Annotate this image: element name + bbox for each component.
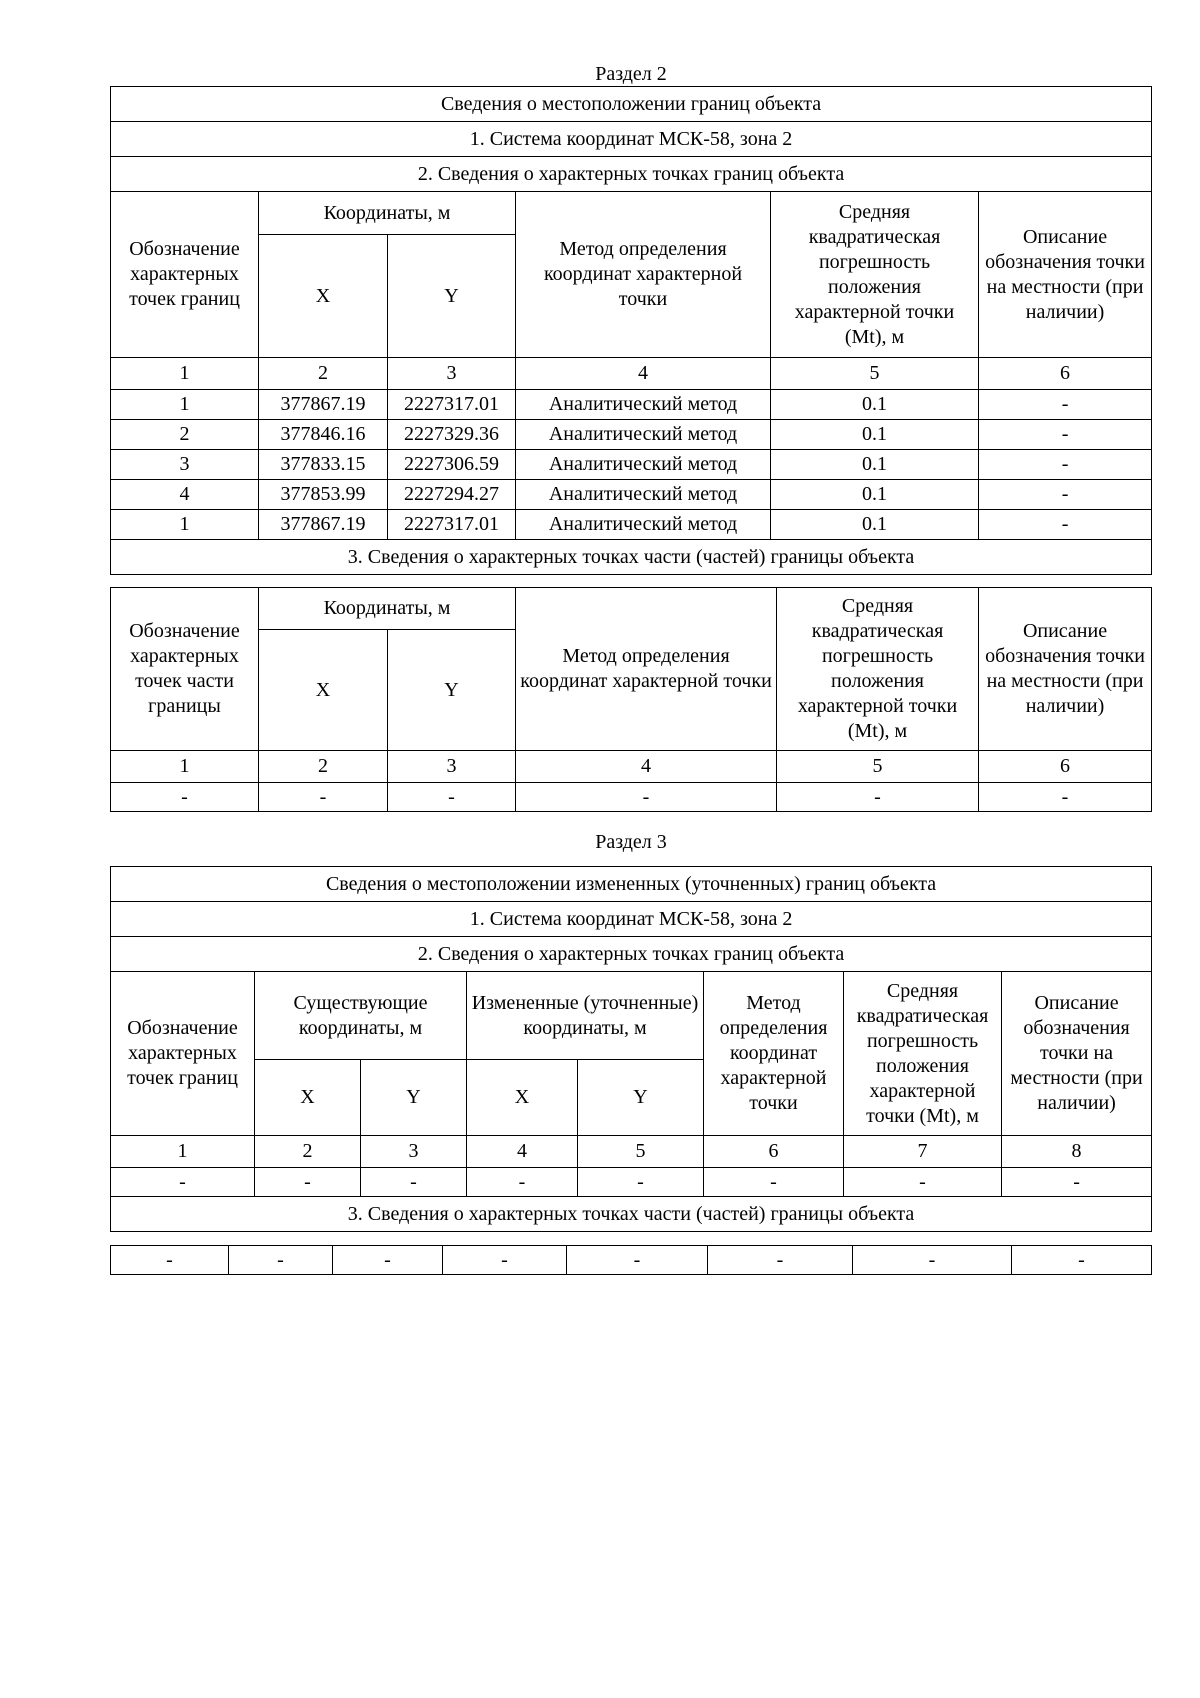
header-designation: Обозначение характерных точек границ bbox=[111, 972, 255, 1136]
parts-header-coords: Координаты, м bbox=[259, 588, 516, 630]
table-row bbox=[111, 783, 1152, 812]
col-number: 5 bbox=[578, 1136, 704, 1168]
section-2-parts-table bbox=[110, 587, 1152, 812]
cell-method: Аналитический метод bbox=[516, 390, 771, 420]
col-number: 2 bbox=[259, 358, 388, 390]
parts-title: 3. Сведения о характерных точках части (частей) границы объекта bbox=[111, 540, 1152, 575]
parts-header-method: Метод определения координат характерной точки bbox=[516, 588, 777, 751]
cell-method: Аналитический метод bbox=[516, 510, 771, 540]
header-method: Метод определения координат характерной точки bbox=[516, 192, 771, 358]
table-row bbox=[111, 1168, 1152, 1197]
cell-method: Аналитический метод bbox=[516, 420, 771, 450]
cell-empty: - bbox=[467, 1168, 578, 1197]
cell-error: 0.1 bbox=[771, 420, 979, 450]
section-3-table bbox=[110, 866, 1152, 1232]
cell-empty: - bbox=[1002, 1168, 1152, 1197]
points-title: 2. Сведения о характерных точках границ объекта bbox=[111, 937, 1152, 972]
column-numbers-row bbox=[111, 751, 1152, 783]
col-number: 3 bbox=[388, 751, 516, 783]
cell-error: 0.1 bbox=[771, 510, 979, 540]
header-error: Средняя квадратическая погрешность положения характерной точки (Mt), м bbox=[844, 972, 1002, 1136]
cell-method: Аналитический метод bbox=[516, 480, 771, 510]
cell-empty: - bbox=[979, 783, 1152, 812]
col-number: 1 bbox=[111, 751, 259, 783]
cell-empty: - bbox=[361, 1168, 467, 1197]
header-designation: Обозначение характерных точек границ bbox=[111, 192, 259, 358]
cell-point: 2 bbox=[111, 420, 259, 450]
table-row bbox=[111, 1246, 1152, 1275]
cell-empty: - bbox=[111, 1168, 255, 1197]
col-number: 8 bbox=[1002, 1136, 1152, 1168]
cell-empty: - bbox=[708, 1246, 853, 1275]
cell-y: 2227317.01 bbox=[388, 510, 516, 540]
section-2-title: Раздел 2 bbox=[595, 63, 667, 85]
header-method: Метод определения координат характерной точки bbox=[704, 972, 844, 1136]
coord-system: 1. Система координат МСК-58, зона 2 bbox=[111, 122, 1152, 157]
parts-header-designation: Обозначение характерных точек части границы bbox=[111, 588, 259, 751]
cell-x: 377833.15 bbox=[259, 450, 388, 480]
header-description: Описание обозначения точки на местности (при наличии) bbox=[979, 192, 1152, 358]
col-number: 2 bbox=[255, 1136, 361, 1168]
cell-empty: - bbox=[333, 1246, 443, 1275]
table-row bbox=[111, 390, 1152, 420]
cell-empty: - bbox=[111, 1246, 229, 1275]
cell-empty: - bbox=[255, 1168, 361, 1197]
cell-x: 377867.19 bbox=[259, 510, 388, 540]
section-3-title: Раздел 3 bbox=[595, 831, 667, 853]
column-numbers-row bbox=[111, 358, 1152, 390]
col-number: 5 bbox=[771, 358, 979, 390]
col-number: 1 bbox=[111, 358, 259, 390]
parts-header-error: Средняя квадратическая погрешность положения характерной точки (Mt), м bbox=[777, 588, 979, 751]
cell-y: 2227329.36 bbox=[388, 420, 516, 450]
header-coords: Координаты, м bbox=[259, 192, 516, 235]
cell-description: - bbox=[979, 450, 1152, 480]
cell-x: 377867.19 bbox=[259, 390, 388, 420]
col-number: 4 bbox=[467, 1136, 578, 1168]
header-y: Y bbox=[388, 235, 516, 358]
cell-empty: - bbox=[844, 1168, 1002, 1197]
cell-description: - bbox=[979, 420, 1152, 450]
cell-y: 2227317.01 bbox=[388, 390, 516, 420]
cell-point: 3 bbox=[111, 450, 259, 480]
cell-error: 0.1 bbox=[771, 450, 979, 480]
table-row bbox=[111, 450, 1152, 480]
parts-header-x: X bbox=[259, 630, 388, 751]
parts-header-description: Описание обозначения точки на местности (при наличии) bbox=[979, 588, 1152, 751]
cell-error: 0.1 bbox=[771, 480, 979, 510]
col-number: 6 bbox=[704, 1136, 844, 1168]
parts-header-y: Y bbox=[388, 630, 516, 751]
cell-description: - bbox=[979, 390, 1152, 420]
cell-description: - bbox=[979, 480, 1152, 510]
cell-method: Аналитический метод bbox=[516, 450, 771, 480]
cell-empty: - bbox=[853, 1246, 1012, 1275]
cell-y: 2227306.59 bbox=[388, 450, 516, 480]
cell-empty: - bbox=[388, 783, 516, 812]
cell-point: 4 bbox=[111, 480, 259, 510]
cell-x: 377846.16 bbox=[259, 420, 388, 450]
col-number: 4 bbox=[516, 358, 771, 390]
cell-y: 2227294.27 bbox=[388, 480, 516, 510]
col-number: 6 bbox=[979, 358, 1152, 390]
col-number: 1 bbox=[111, 1136, 255, 1168]
col-number: 4 bbox=[516, 751, 777, 783]
cell-empty: - bbox=[1012, 1246, 1152, 1275]
col-number: 3 bbox=[388, 358, 516, 390]
header-changed-x: X bbox=[467, 1060, 578, 1136]
cell-point: 1 bbox=[111, 390, 259, 420]
cell-empty: - bbox=[259, 783, 388, 812]
section-2-table bbox=[110, 86, 1152, 575]
cell-empty: - bbox=[443, 1246, 567, 1275]
cell-empty: - bbox=[704, 1168, 844, 1197]
cell-empty: - bbox=[777, 783, 979, 812]
cell-empty: - bbox=[567, 1246, 708, 1275]
cell-error: 0.1 bbox=[771, 390, 979, 420]
col-number: 6 bbox=[979, 751, 1152, 783]
header-changed-coords: Измененные (уточненные) координаты, м bbox=[467, 972, 704, 1060]
col-number: 3 bbox=[361, 1136, 467, 1168]
column-numbers-row bbox=[111, 1136, 1152, 1168]
table-row bbox=[111, 480, 1152, 510]
points-title: 2. Сведения о характерных точках границ объекта bbox=[111, 157, 1152, 192]
header-existing-y: Y bbox=[361, 1060, 467, 1136]
cell-empty: - bbox=[111, 783, 259, 812]
header-changed-y: Y bbox=[578, 1060, 704, 1136]
cell-x: 377853.99 bbox=[259, 480, 388, 510]
cell-empty: - bbox=[229, 1246, 333, 1275]
header-existing-x: X bbox=[255, 1060, 361, 1136]
header-existing-coords: Существующие координаты, м bbox=[255, 972, 467, 1060]
table-title: Сведения о местоположении границ объекта bbox=[111, 87, 1152, 122]
table-title: Сведения о местоположении измененных (уточненных) границ объекта bbox=[111, 867, 1152, 902]
cell-point: 1 bbox=[111, 510, 259, 540]
header-error: Средняя квадратическая погрешность положения характерной точки (Mt), м bbox=[771, 192, 979, 358]
coord-system: 1. Система координат МСК-58, зона 2 bbox=[111, 902, 1152, 937]
header-description: Описание обозначения точки на местности (при наличии) bbox=[1002, 972, 1152, 1136]
col-number: 5 bbox=[777, 751, 979, 783]
parts-title: 3. Сведения о характерных точках части (частей) границы объекта bbox=[111, 1197, 1152, 1232]
table-row bbox=[111, 420, 1152, 450]
section-3-parts-table bbox=[110, 1245, 1152, 1275]
cell-empty: - bbox=[516, 783, 777, 812]
cell-empty: - bbox=[578, 1168, 704, 1197]
col-number: 2 bbox=[259, 751, 388, 783]
header-x: X bbox=[259, 235, 388, 358]
table-row bbox=[111, 510, 1152, 540]
cell-description: - bbox=[979, 510, 1152, 540]
col-number: 7 bbox=[844, 1136, 1002, 1168]
